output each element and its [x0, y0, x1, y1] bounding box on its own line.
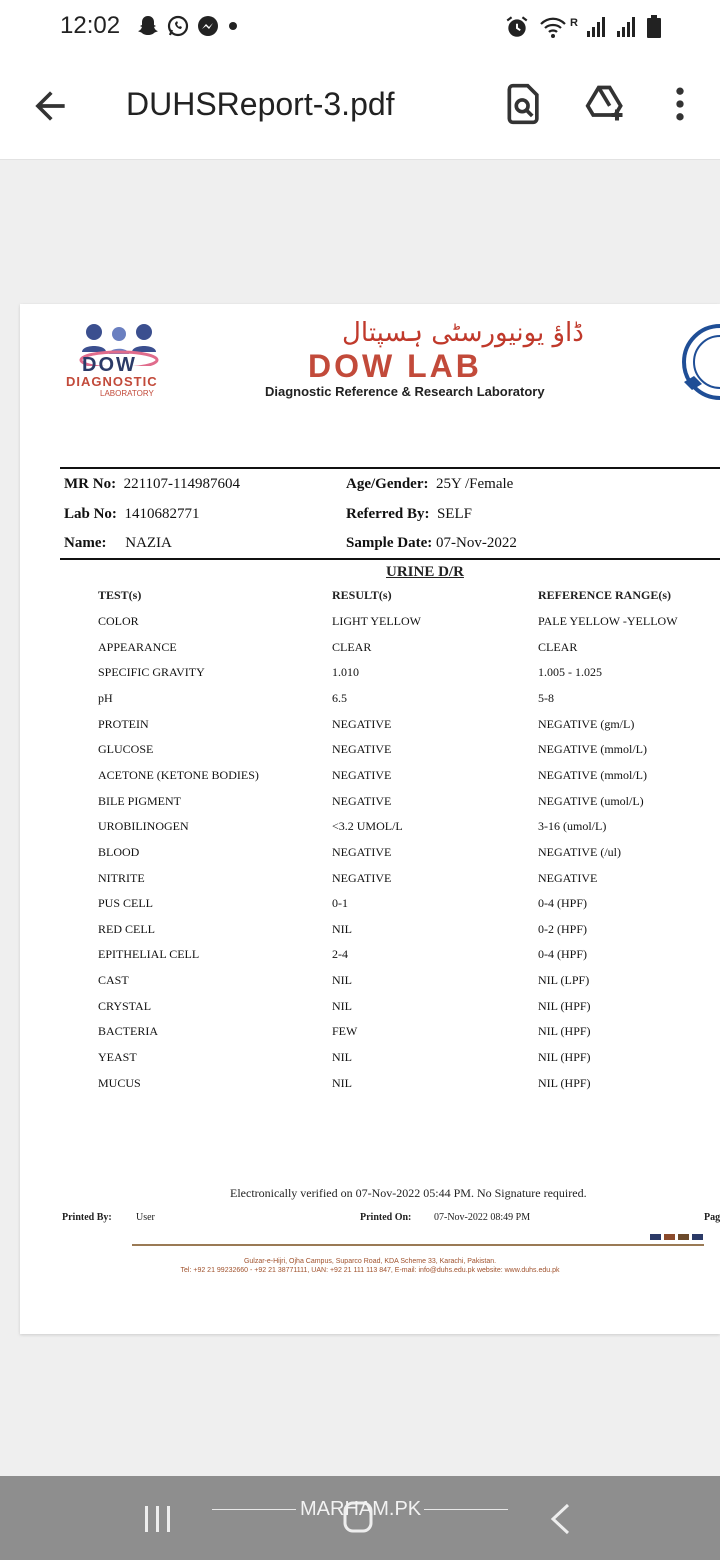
- mr-no: MR No: 221107-114987604: [64, 476, 240, 492]
- logo-word-diagnostic: DIAGNOSTIC: [66, 374, 158, 389]
- printed-on-value: 07-Nov-2022 08:49 PM: [434, 1212, 531, 1223]
- signal-icon: [616, 15, 638, 39]
- table-row: PUS CELL 0-1 0-4 (HPF): [98, 896, 588, 910]
- find-in-page-icon: [502, 82, 546, 126]
- table-row: CRYSTAL NIL NIL (HPF): [98, 999, 591, 1013]
- address-line-2: Tel: +92 21 99232660 - +92 21 38771111, UAN: +92 21 111 113 847, E-mail: info@duhs.edu.pk website: www.duhs.edu.pk: [180, 1267, 560, 1274]
- header-divider: [60, 467, 720, 469]
- table-row: RED CELL NIL 0-2 (HPF): [98, 922, 588, 936]
- status-time: 12:02: [60, 12, 121, 39]
- age-gender: Age/Gender: 25Y /Female: [346, 476, 514, 492]
- table-row: MUCUS NIL NIL (HPF): [98, 1076, 591, 1090]
- table-row: GLUCOSE NEGATIVE NEGATIVE (mmol/L): [98, 742, 647, 756]
- table-row: SPECIFIC GRAVITY 1.010 1.005 - 1.025: [98, 665, 602, 679]
- patient-name: Name: NAZIA: [64, 535, 172, 551]
- watermark-line: [212, 1509, 296, 1510]
- whatsapp-icon: [166, 14, 190, 38]
- sample-date: Sample Date: 07-Nov-2022: [346, 535, 517, 551]
- table-row: ACETONE (KETONE BODIES) NEGATIVE NEGATIVE (mmol/L): [98, 768, 647, 782]
- table-row: BLOOD NEGATIVE NEGATIVE (/ul): [98, 845, 621, 859]
- find-in-page-button[interactable]: [502, 82, 546, 126]
- navigation-bar: [0, 1476, 720, 1560]
- section-title: URINE D/R: [386, 564, 464, 580]
- verification-note: Electronically verified on 07-Nov-2022 05:44 PM. No Signature required.: [230, 1186, 587, 1200]
- info-divider: [60, 558, 720, 560]
- referred-by: Referred By: SELF: [346, 506, 472, 522]
- lab-subtitle: Diagnostic Reference & Research Laboratory: [265, 384, 545, 399]
- lab-no: Lab No: 1410682771: [64, 506, 200, 522]
- address-line-1: Gulzar-e-Hijri, Ojha Campus, Suparco Road, KDA Scheme 33, Karachi, Pakistan.: [243, 1258, 497, 1265]
- column-header-range: REFERENCE RANGE(s): [538, 588, 672, 602]
- table-row: BILE PIGMENT NEGATIVE NEGATIVE (umol/L): [98, 794, 644, 808]
- document-title: DUHSReport-3.pdf: [126, 86, 395, 122]
- lab-title: DOW LAB: [308, 348, 482, 384]
- pdf-page[interactable]: [20, 304, 720, 1334]
- back-icon: [548, 1502, 572, 1536]
- back-button[interactable]: [28, 84, 72, 128]
- add-to-drive-button[interactable]: [584, 82, 628, 126]
- logo-word-dow: DOW: [82, 354, 137, 376]
- back-arrow-icon: [28, 84, 72, 128]
- marham-watermark: MARHAM.PK: [300, 1498, 422, 1520]
- table-row: pH 6.5 5-8: [98, 691, 554, 705]
- more-options-button[interactable]: [664, 82, 696, 126]
- table-row: UROBILINOGEN <3.2 UMOL/L 3-16 (umol/L): [98, 819, 607, 833]
- printed-on-label: Printed On:: [360, 1212, 412, 1223]
- notification-icons: [136, 14, 240, 38]
- printed-by-value: User: [136, 1212, 155, 1223]
- table-row: PROTEIN NEGATIVE NEGATIVE (gm/L): [98, 717, 635, 731]
- urdu-title: ڈاؤ یونیورسٹی ہسپتال: [342, 318, 584, 348]
- sample-date-value: 07-Nov-2022: [436, 535, 517, 551]
- dot-icon: [226, 14, 240, 38]
- roaming-label: R: [570, 17, 578, 29]
- system-icons: [504, 14, 662, 40]
- footer-decoration: [650, 1234, 703, 1240]
- dow-diagnostic-logo: [64, 322, 174, 404]
- recents-icon: [142, 1504, 174, 1534]
- wifi-icon: [538, 14, 568, 40]
- printed-by-label: Printed By:: [62, 1212, 112, 1223]
- age-gender-value: 25Y /Female: [435, 476, 514, 492]
- referred-by-value: SELF: [436, 506, 472, 522]
- patient-name-value: NAZIA: [125, 535, 172, 551]
- table-row: EPITHELIAL CELL 2-4 0-4 (HPF): [98, 947, 588, 961]
- table-row: YEAST NIL NIL (HPF): [98, 1050, 591, 1064]
- table-row: BACTERIA FEW NIL (HPF): [98, 1024, 591, 1038]
- table-row: CAST NIL NIL (LPF): [98, 973, 590, 987]
- recents-button[interactable]: [142, 1504, 174, 1534]
- table-row: NITRITE NEGATIVE NEGATIVE: [98, 871, 598, 885]
- footer-divider: [132, 1244, 704, 1246]
- column-header-test: TEST(s): [98, 588, 142, 602]
- table-row: COLOR LIGHT YELLOW PALE YELLOW -YELLOW: [98, 614, 678, 628]
- watermark-line: [424, 1509, 508, 1510]
- logo-word-laboratory: LABORATORY: [100, 389, 154, 398]
- snapchat-icon: [136, 14, 160, 38]
- university-seal-icon: [680, 322, 720, 402]
- status-bar: [0, 0, 720, 56]
- mr-no-value: 221107-114987604: [123, 476, 240, 492]
- messenger-icon: [196, 14, 220, 38]
- lab-no-value: 1410682771: [124, 506, 200, 522]
- nav-back-button[interactable]: [548, 1502, 572, 1536]
- signal-icon: [586, 15, 608, 39]
- page-label: Pag: [704, 1212, 720, 1223]
- add-to-drive-icon: [584, 82, 628, 126]
- table-row: APPEARANCE CLEAR CLEAR: [98, 640, 578, 654]
- column-header-result: RESULT(s): [332, 588, 392, 602]
- battery-icon: [646, 14, 662, 40]
- app-bar: [0, 56, 720, 160]
- more-vert-icon: [664, 82, 696, 126]
- alarm-icon: [504, 14, 530, 40]
